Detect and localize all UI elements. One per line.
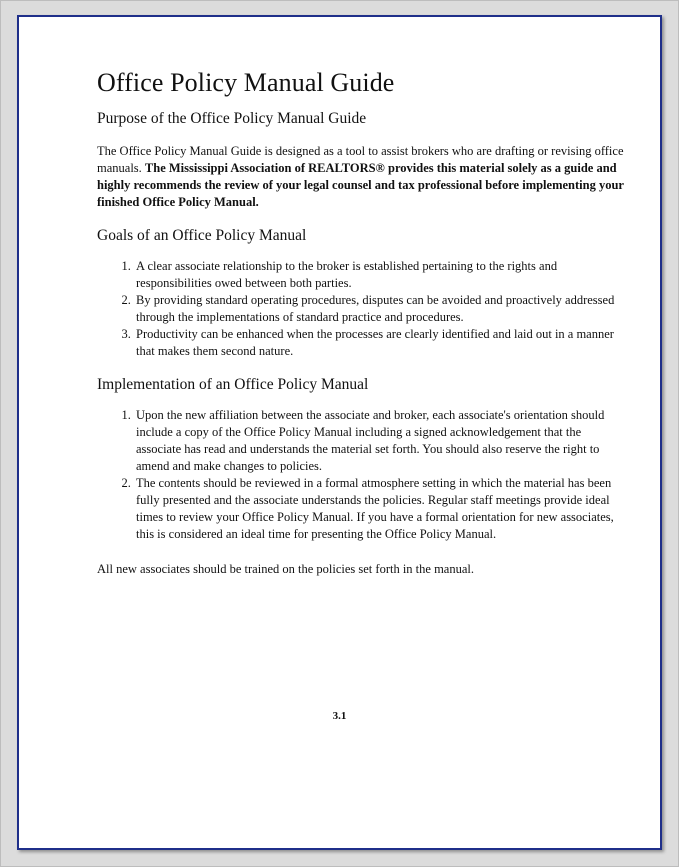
closing-paragraph: All new associates should be trained on the policies set forth in the manual. [97, 562, 474, 576]
implementation-heading: Implementation of an Office Policy Manual [97, 376, 369, 393]
goals-heading: Goals of an Office Policy Manual [97, 227, 307, 244]
purpose-heading: Purpose of the Office Policy Manual Guide [97, 110, 367, 127]
purpose-paragraph [97, 143, 627, 211]
list-item: 3. Productivity can be enhanced when the processes are clearly identified and laid out in a manner that makes them second nature. [134, 326, 627, 360]
purpose-text: The Office Policy Manual Guide is designed as a tool to assist brokers who are drafting or revising office manuals. [97, 144, 624, 175]
document-title: Office Policy Manual Guide [97, 68, 395, 97]
purpose-bold-text: The Mississippi Association of REALTORS® provides this material solely as a guide and highly recommends the review of your legal counsel and tax professional before implementing your finished Office Policy Manual. [97, 161, 624, 209]
page-number: 3.1 [332, 710, 347, 722]
goals-list [97, 258, 627, 360]
list-item: 2. By providing standard operating procedures, disputes can be avoided and proactively addressed through the implementations of standard practice and procedures. [134, 292, 627, 326]
list-item: 2. The contents should be reviewed in a formal atmosphere setting in which the material has been fully presented and the associate understands the policies. Regular staff meetings provide ideal times to review your Office Policy Manual. If you have a formal orientation for new associates, this is considered an ideal time for presenting the Office Policy Manual. [134, 475, 627, 543]
list-item: 1. A clear associate relationship to the broker is established pertaining to the rights and responsibilities owed between both parties. [134, 258, 627, 292]
list-item: 1. Upon the new affiliation between the associate and broker, each associate's orientation should include a copy of the Office Policy Manual including a signed acknowledgement that the associate has read and understands the material set forth. You should also reserve the right to amend and make changes to policies. [134, 407, 627, 475]
implementation-list [97, 407, 627, 543]
document-page [17, 15, 662, 850]
page-content [97, 67, 627, 578]
